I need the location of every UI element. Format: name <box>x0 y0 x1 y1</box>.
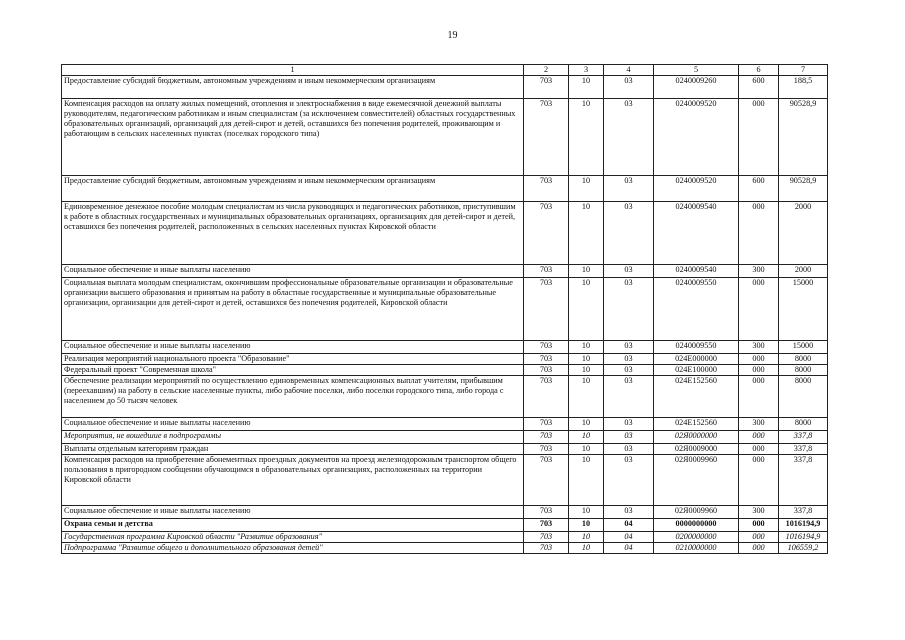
ministry-code-cell: 703 <box>524 455 569 506</box>
expense-type-cell: 000 <box>739 519 779 532</box>
table-row <box>62 354 828 365</box>
ministry-code-cell: 703 <box>524 176 569 202</box>
expense-type-cell: 000 <box>739 444 779 455</box>
column-header-2: 2 <box>524 65 569 76</box>
expense-type-cell: 000 <box>739 543 779 554</box>
column-header-4: 4 <box>604 65 654 76</box>
table-row <box>62 455 828 506</box>
subsection-code-cell: 04 <box>604 543 654 554</box>
table-row <box>62 202 828 265</box>
subsection-code-cell: 03 <box>604 444 654 455</box>
ministry-code-cell: 703 <box>524 202 569 265</box>
expense-type-cell: 000 <box>739 376 779 418</box>
expense-type-cell: 000 <box>739 365 779 376</box>
table-row <box>62 278 828 341</box>
section-code-cell: 10 <box>569 202 604 265</box>
subsection-code-cell: 03 <box>604 354 654 365</box>
target-article-cell: 02Я0009960 <box>654 506 739 519</box>
ministry-code-cell: 703 <box>524 506 569 519</box>
amount-cell: 8000 <box>779 365 828 376</box>
section-code-cell: 10 <box>569 341 604 354</box>
row-name-cell: Компенсация расходов на приобретение абонементных проездных документов на проезд железнодорожным транспортом общего пользования в пригородном сообщении обучающимся в образовательных организациях, расположенных на территории Кировской области <box>62 455 524 506</box>
subsection-code-cell: 03 <box>604 455 654 506</box>
target-article-cell: 024E100000 <box>654 365 739 376</box>
column-header-3: 3 <box>569 65 604 76</box>
target-article-cell: 02Я0000000 <box>654 431 739 444</box>
table-row <box>62 76 828 99</box>
row-name-cell: Социальное обеспечение и иные выплаты населению <box>62 341 524 354</box>
expense-type-cell: 000 <box>739 202 779 265</box>
expense-type-cell: 000 <box>739 278 779 341</box>
ministry-code-cell: 703 <box>524 543 569 554</box>
amount-cell: 1016194,9 <box>779 519 828 532</box>
amount-cell: 15000 <box>779 278 828 341</box>
column-header-6: 6 <box>739 65 779 76</box>
expense-type-cell: 000 <box>739 455 779 506</box>
subsection-code-cell: 03 <box>604 76 654 99</box>
amount-cell: 188,5 <box>779 76 828 99</box>
amount-cell: 106559,2 <box>779 543 828 554</box>
ministry-code-cell: 703 <box>524 365 569 376</box>
amount-cell: 337,8 <box>779 506 828 519</box>
table-row <box>62 431 828 444</box>
section-code-cell: 10 <box>569 455 604 506</box>
column-header-5: 5 <box>654 65 739 76</box>
expense-type-cell: 000 <box>739 532 779 543</box>
expense-type-cell: 300 <box>739 418 779 431</box>
expense-type-cell: 300 <box>739 341 779 354</box>
section-code-cell: 10 <box>569 76 604 99</box>
subsection-code-cell: 03 <box>604 278 654 341</box>
amount-cell: 15000 <box>779 341 828 354</box>
target-article-cell: 0240009540 <box>654 202 739 265</box>
row-name-cell: Подпрограмма "Развитие общего и дополнительного образования детей" <box>62 543 524 554</box>
ministry-code-cell: 703 <box>524 431 569 444</box>
table-row <box>62 376 828 418</box>
ministry-code-cell: 703 <box>524 99 569 176</box>
ministry-code-cell: 703 <box>524 418 569 431</box>
ministry-code-cell: 703 <box>524 532 569 543</box>
table-row <box>62 265 828 278</box>
target-article-cell: 0240009520 <box>654 99 739 176</box>
target-article-cell: 0240009550 <box>654 341 739 354</box>
row-name-cell: Мероприятия, не вошедшие в подпрограммы <box>62 431 524 444</box>
row-name-cell: Единовременное денежное пособие молодым специалистам из числа руководящих и педагогических работников, приступившим к работе в областных государственных и муниципальных образовательных организациях, организациях для детей-сирот и детей, оставшихся без попечения родителей, расположенных в сельских населенных пунктах Кировской области <box>62 202 524 265</box>
expense-type-cell: 000 <box>739 354 779 365</box>
expense-type-cell: 600 <box>739 176 779 202</box>
table-body <box>62 76 828 554</box>
expense-type-cell: 000 <box>739 431 779 444</box>
target-article-cell: 02Я0009960 <box>654 455 739 506</box>
ministry-code-cell: 703 <box>524 278 569 341</box>
amount-cell: 1016194,9 <box>779 532 828 543</box>
subsection-code-cell: 03 <box>604 365 654 376</box>
target-article-cell: 024E000000 <box>654 354 739 365</box>
subsection-code-cell: 04 <box>604 532 654 543</box>
row-name-cell: Предоставление субсидий бюджетным, автономным учреждениям и иным некоммерческим организациям <box>62 176 524 202</box>
section-code-cell: 10 <box>569 431 604 444</box>
row-name-cell: Обеспечение реализации мероприятий по осуществлению единовременных компенсационных выплат учителям, прибывшим (переехавшим) на работу в сельские населенные пункты, либо рабочие поселки, либо поселки городского типа, либо города с населением до 50 тысяч человек <box>62 376 524 418</box>
amount-cell: 2000 <box>779 265 828 278</box>
target-article-cell: 024E152560 <box>654 418 739 431</box>
row-name-cell: Выплаты отдельным категориям граждан <box>62 444 524 455</box>
section-code-cell: 10 <box>569 176 604 202</box>
section-code-cell: 10 <box>569 532 604 543</box>
table-row <box>62 519 828 532</box>
amount-cell: 8000 <box>779 418 828 431</box>
row-name-cell: Предоставление субсидий бюджетным, автономным учреждениям и иным некоммерческим организациям <box>62 76 524 99</box>
row-name-cell: Государственная программа Кировской области "Развитие образования" <box>62 532 524 543</box>
section-code-cell: 10 <box>569 444 604 455</box>
amount-cell: 90528,9 <box>779 176 828 202</box>
target-article-cell: 0240009260 <box>654 76 739 99</box>
table-row <box>62 532 828 543</box>
expense-type-cell: 000 <box>739 99 779 176</box>
row-name-cell: Социальное обеспечение и иные выплаты населению <box>62 506 524 519</box>
table-row <box>62 506 828 519</box>
section-code-cell: 10 <box>569 265 604 278</box>
target-article-cell: 0240009550 <box>654 278 739 341</box>
amount-cell: 2000 <box>779 202 828 265</box>
ministry-code-cell: 703 <box>524 354 569 365</box>
section-code-cell: 10 <box>569 543 604 554</box>
target-article-cell: 0210000000 <box>654 543 739 554</box>
amount-cell: 8000 <box>779 376 828 418</box>
amount-cell: 337,8 <box>779 455 828 506</box>
section-code-cell: 10 <box>569 365 604 376</box>
target-article-cell: 024E152560 <box>654 376 739 418</box>
expense-type-cell: 600 <box>739 76 779 99</box>
subsection-code-cell: 03 <box>604 176 654 202</box>
ministry-code-cell: 703 <box>524 76 569 99</box>
column-header-1: 1 <box>62 65 524 76</box>
subsection-code-cell: 03 <box>604 418 654 431</box>
section-code-cell: 10 <box>569 376 604 418</box>
subsection-code-cell: 03 <box>604 99 654 176</box>
column-header-7: 7 <box>779 65 828 76</box>
amount-cell: 8000 <box>779 354 828 365</box>
ministry-code-cell: 703 <box>524 265 569 278</box>
ministry-code-cell: 703 <box>524 376 569 418</box>
row-name-cell: Реализация мероприятий национального проекта "Образование" <box>62 354 524 365</box>
table-row <box>62 341 828 354</box>
subsection-code-cell: 03 <box>604 265 654 278</box>
table-row <box>62 543 828 554</box>
subsection-code-cell: 04 <box>604 519 654 532</box>
ministry-code-cell: 703 <box>524 444 569 455</box>
table-row <box>62 176 828 202</box>
row-name-cell: Компенсация расходов на оплату жилых помещений, отопления и электроснабжения в виде ежемесячной денежной выплаты руководителям, педагогическим работникам и иным специалистам (за исключением совместителей) областных государственных образовательных организаций, организаций для детей-сирот и детей, оставшихся без попечения родителей, проживающим и работающим в сельских населенных пунктах (поселках городского типа) <box>62 99 524 176</box>
column-number-header-row <box>62 65 828 76</box>
ministry-code-cell: 703 <box>524 341 569 354</box>
row-name-cell: Социальная выплата молодым специалистам, окончившим профессиональные образовательные организации и образовательные организации высшего образования и принятым на работу в областные государственные и муниципальные образовательные организации, организации для детей-сирот и детей, оставшихся без попечения родителей, Кировской области <box>62 278 524 341</box>
ministry-code-cell: 703 <box>524 519 569 532</box>
amount-cell: 337,8 <box>779 444 828 455</box>
row-name-cell: Социальное обеспечение и иные выплаты населению <box>62 418 524 431</box>
section-code-cell: 10 <box>569 278 604 341</box>
budget-table <box>61 64 828 554</box>
amount-cell: 90528,9 <box>779 99 828 176</box>
row-name-cell: Охрана семьи и детства <box>62 519 524 532</box>
section-code-cell: 10 <box>569 354 604 365</box>
target-article-cell: 02Я0009000 <box>654 444 739 455</box>
table-row <box>62 99 828 176</box>
target-article-cell: 0200000000 <box>654 532 739 543</box>
expense-type-cell: 300 <box>739 265 779 278</box>
page-number: 19 <box>447 30 458 41</box>
row-name-cell: Социальное обеспечение и иные выплаты населению <box>62 265 524 278</box>
expense-type-cell: 300 <box>739 506 779 519</box>
table-row <box>62 418 828 431</box>
table-row <box>62 444 828 455</box>
table-row <box>62 365 828 376</box>
target-article-cell: 0000000000 <box>654 519 739 532</box>
target-article-cell: 0240009520 <box>654 176 739 202</box>
subsection-code-cell: 03 <box>604 506 654 519</box>
section-code-cell: 10 <box>569 99 604 176</box>
row-name-cell: Федеральный проект "Современная школа" <box>62 365 524 376</box>
subsection-code-cell: 03 <box>604 202 654 265</box>
section-code-cell: 10 <box>569 418 604 431</box>
section-code-cell: 10 <box>569 519 604 532</box>
subsection-code-cell: 03 <box>604 341 654 354</box>
target-article-cell: 0240009540 <box>654 265 739 278</box>
subsection-code-cell: 03 <box>604 376 654 418</box>
amount-cell: 337,8 <box>779 431 828 444</box>
subsection-code-cell: 03 <box>604 431 654 444</box>
section-code-cell: 10 <box>569 506 604 519</box>
